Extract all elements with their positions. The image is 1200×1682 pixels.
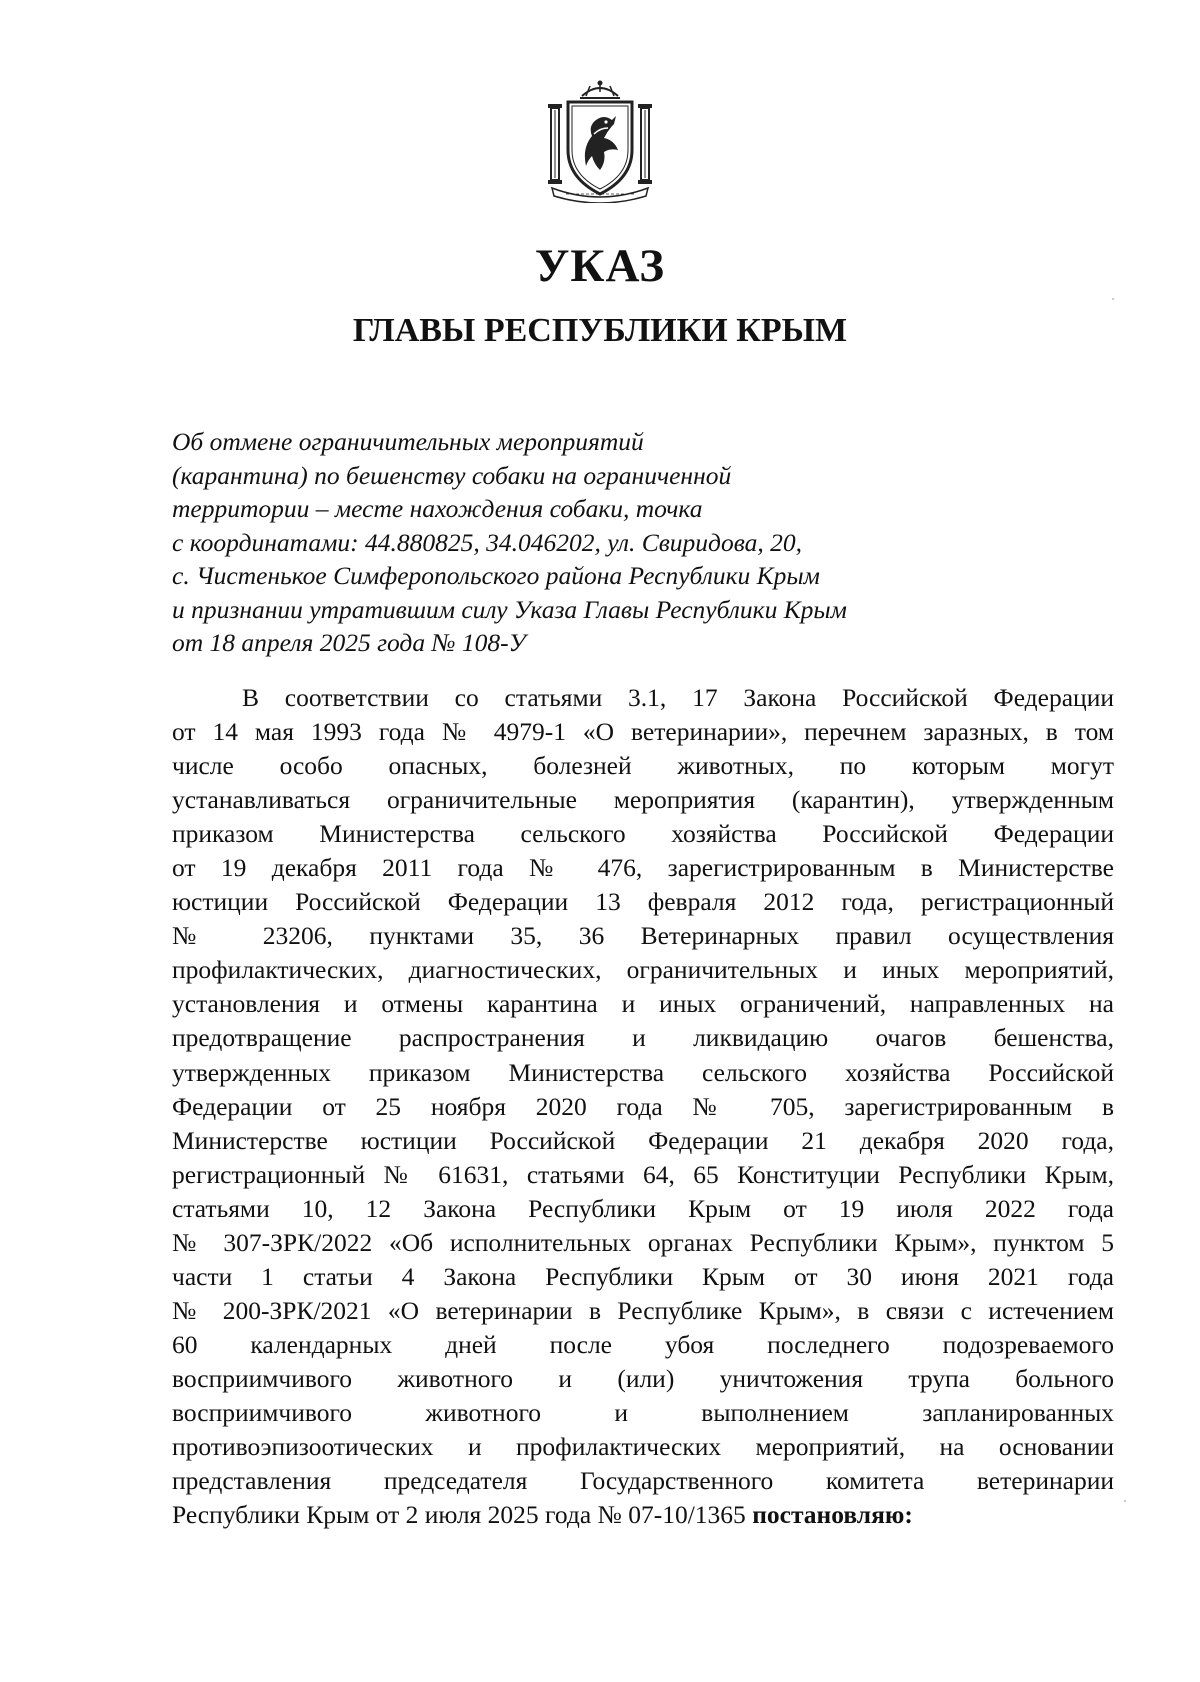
body-line: представления председателя Государственного комитета ветеринарии (172, 1466, 1114, 1496)
body-line: профилактических, диагностических, ограничительных и иных мероприятий, (172, 955, 1114, 985)
body-line: Министерстве юстиции Российской Федерации 21 декабря 2020 года, (172, 1125, 1114, 1155)
heading-line: (карантина) по бешенству собаки на ограниченной (172, 460, 732, 490)
body-line: противоэпизоотических и профилактических мероприятий, на основании (172, 1432, 1114, 1462)
body-line: регистрационный № 61631, статьями 64, 65 Конституции Республики Крым, (172, 1159, 1114, 1189)
heading-line: от 18 апреля 2025 года № 108-У (172, 628, 526, 657)
decree-body-paragraph (172, 681, 1114, 1532)
body-line: числе особо опасных, болезней животных, по которым могут (172, 751, 1114, 781)
body-line: установления и отмены карантина и иных ограничений, направленных на (172, 989, 1114, 1019)
body-line: № 23206, пунктами 35, 36 Ветеринарных правил осуществления (172, 921, 1114, 951)
decree-heading (172, 425, 1072, 660)
scan-speck (1112, 298, 1114, 300)
body-line: устанавливаться ограничительные мероприятия (карантин), утвержденным (172, 785, 1114, 815)
crimea-coat-of-arms-icon (542, 78, 658, 203)
body-line: от 14 мая 1993 года № 4979-1 «О ветеринарии», перечнем заразных, в том (172, 717, 1114, 747)
body-line: Федерации от 25 ноября 2020 года № 705, зарегистрированным в (172, 1091, 1114, 1121)
document-title: УКАЗ (534, 240, 666, 292)
body-line: № 200-ЗРК/2021 «О ветеринарии в Республике Крым», в связи с истечением (172, 1295, 1114, 1325)
heading-line: с. Чистенькое Симферопольского района Республики Крым (172, 561, 820, 590)
body-line: восприимчивого животного и (или) уничтожения трупа больного (172, 1363, 1114, 1393)
body-line: 60 календарных дней после убоя последнего подозреваемого (172, 1329, 1114, 1359)
body-line: В соответствии со статьями 3.1, 17 Закона Российской Федерации (242, 683, 1114, 712)
body-line-last (172, 1498, 1114, 1532)
body-line: части 1 статьи 4 Закона Республики Крым от 30 июня 2021 года (172, 1261, 1114, 1291)
body-line: статьями 10, 12 Закона Республики Крым от 19 июля 2022 года (172, 1193, 1114, 1223)
body-line: утвержденных приказом Министерства сельского хозяйства Российской (172, 1057, 1114, 1087)
body-line: № 307-ЗРК/2022 «Об исполнительных органах Республики Крым», пунктом 5 (172, 1227, 1114, 1257)
body-line: предотвращение распространения и ликвидацию очагов бешенства, (172, 1023, 1114, 1053)
heading-line: и признании утратившим силу Указа Главы Республики Крым (172, 594, 847, 624)
last-line-text: Республики Крым от 2 июля 2025 года № 07-10/1365 (172, 1500, 753, 1530)
body-line: восприимчивого животного и выполнением запланированных (172, 1397, 1114, 1427)
body-line: приказом Министерства сельского хозяйства Российской Федерации (172, 819, 1114, 849)
body-line: юстиции Российской Федерации 13 февраля 2012 года, регистрационный (172, 887, 1114, 917)
scan-speck (1124, 1500, 1126, 1502)
body-line: от 19 декабря 2011 года № 476, зарегистрированным в Министерстве (172, 853, 1114, 883)
heading-line: с координатами: 44.880825, 34.046202, ул. Свиридова, 20, (172, 527, 802, 557)
heading-line: территории – месте нахождения собаки, точка (172, 494, 703, 523)
heading-line: Об отмене ограничительных мероприятий (172, 427, 644, 456)
document-subtitle: ГЛАВЫ РЕСПУБЛИКИ КРЫМ (352, 312, 848, 349)
decree-keyword: постановляю: (752, 1500, 913, 1530)
